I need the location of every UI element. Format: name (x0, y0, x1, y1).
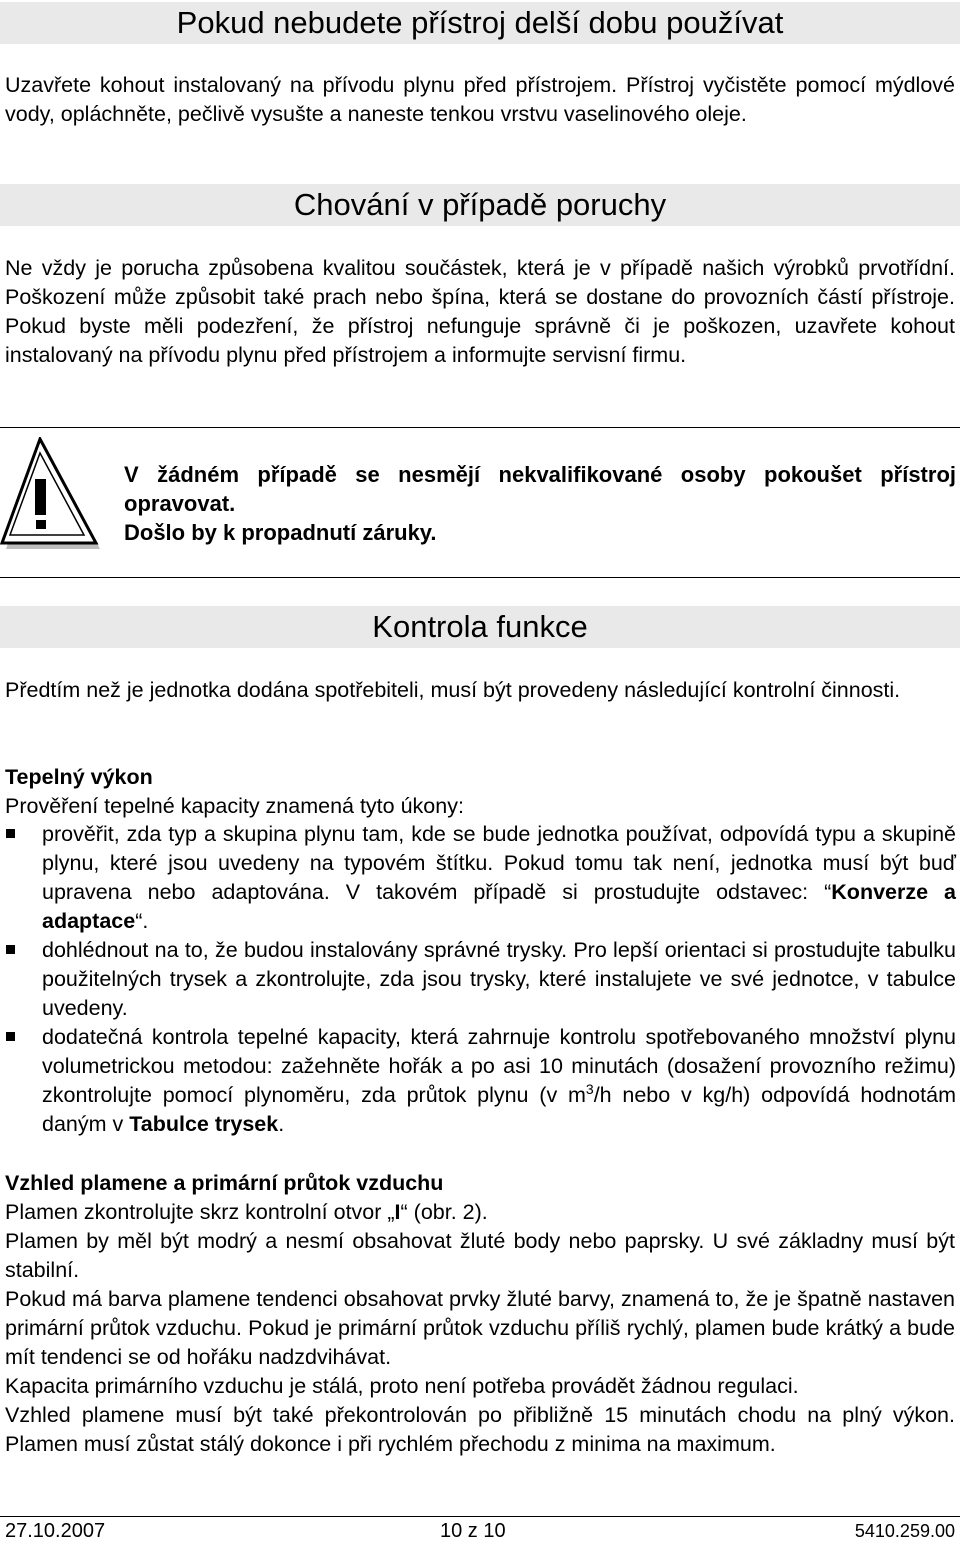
warning-top-rule (0, 427, 960, 428)
footer-document-number: 5410.259.00 (854, 1521, 955, 1541)
flame-paragraph-5: Vzhled plamene musí být také překontrolován po přibližně 15 minutách chodu na plný výkon. Plamen musí zůstat stálý dokonce i při rychlém přechodu z minima na maximum. (5, 1403, 955, 1456)
section-title-fault: Chování v případě poruchy (0, 184, 960, 226)
warning-triangle-icon (0, 437, 102, 553)
function-check-intro: Předtím než je jednotka dodána spotřebiteli, musí být provedeny následující kontrolní činnosti. (5, 678, 901, 702)
list-item: dodatečná kontrola tepelné kapacity, která zahrnuje kontrolu spotřebovaného množství plynu volumetrickou metodou: zažehněte hořák a po asi 10 minutách (dosažení provozního režimu) zkontrolujte pomocí plynoměru, zda průtok plynu (v $m^3/h$ nebo v kg/h) odpovídá hodnotám daným v Tabulce trysek. (0, 1023, 956, 1139)
heat-output-lead: Prověření tepelné kapacity znamená tyto úkony: (5, 794, 464, 818)
section-title-storage: Pokud nebudete přístroj delší dobu používat (0, 2, 960, 44)
bullet-square-icon (6, 945, 15, 954)
warning-line-1: V žádném případě se nesmějí nekvalifikované osoby pokoušet přístroj opravovat. (124, 462, 956, 516)
section-title-function-check: Kontrola funkce (0, 606, 960, 648)
flame-paragraph-1: Plamen zkontrolujte skrz kontrolní otvor „I“ (obr. 2). (5, 1200, 488, 1224)
flame-paragraph-4: Kapacita primárního vzduchu je stálá, proto není potřeba provádět žádnou regulaci. (5, 1374, 799, 1398)
warning-bottom-rule (0, 577, 960, 578)
footer-date: 27.10.2007 (5, 1520, 106, 1542)
warning-line-2: Došlo by k propadnutí záruky. (124, 520, 437, 545)
footer-page-number: 10 z 10 (440, 1520, 506, 1542)
bullet-square-icon (6, 829, 15, 838)
footer-rule (0, 1516, 960, 1517)
storage-paragraph: Uzavřete kohout instalovaný na přívodu plynu před přístrojem. Přístroj vyčistěte pomocí mýdlové vody, opláchněte, pečlivě vysušte a naneste tenkou vrstvu vaselinového oleje. (5, 73, 955, 126)
subheading-heat-output: Tepelný výkon (5, 765, 153, 789)
bullet-square-icon (6, 1032, 15, 1041)
heat-output-checklist (0, 820, 956, 1139)
list-item: dohlédnout na to, že budou instalovány správné trysky. Pro lepší orientaci si prostudujte tabulku použitelných trysek a zkontrolujte, zda jsou trysky, které instalujete ve své jednotce, v tabulce uvedeny. (0, 936, 956, 1023)
flame-paragraph-2: Plamen by měl být modrý a nesmí obsahovat žluté body nebo paprsky. U své základny musí být stabilní. (5, 1229, 955, 1282)
warning-text (124, 460, 956, 547)
flame-paragraph-3: Pokud má barva plamene tendenci obsahovat prvky žluté barvy, znamená to, že je špatně nastaven primární průtok vzduchu. Pokud je primární průtok vzduchu příliš rychlý, plamen bude krátký a bude mít tendenci se od hořáku nadzdvihávat. (5, 1287, 955, 1369)
list-item: prověřit, zda typ a skupina plynu tam, kde se bude jednotka používat, odpovídá typu a skupině plynu, které jsou uvedeny na typovém štítku. Pokud tomu tak není, jednotka musí být buď upravena nebo adaptována. V takovém případě si prostudujte odstavec: “Konverze a adaptace“. (0, 820, 956, 936)
fault-paragraph: Ne vždy je porucha způsobena kvalitou součástek, která je v případě našich výrobků prvotřídní. Poškození může způsobit také prach nebo špína, která se dostane do provozních částí přístroje. Pokud byste měli podezření, že přístroj nefunguje správně či je poškozen, uzavřete kohout instalovaný na přívodu plynu před přístrojem a informujte servisní firmu. (5, 256, 955, 367)
subheading-flame: Vzhled plamene a primární průtok vzduchu (5, 1171, 444, 1195)
